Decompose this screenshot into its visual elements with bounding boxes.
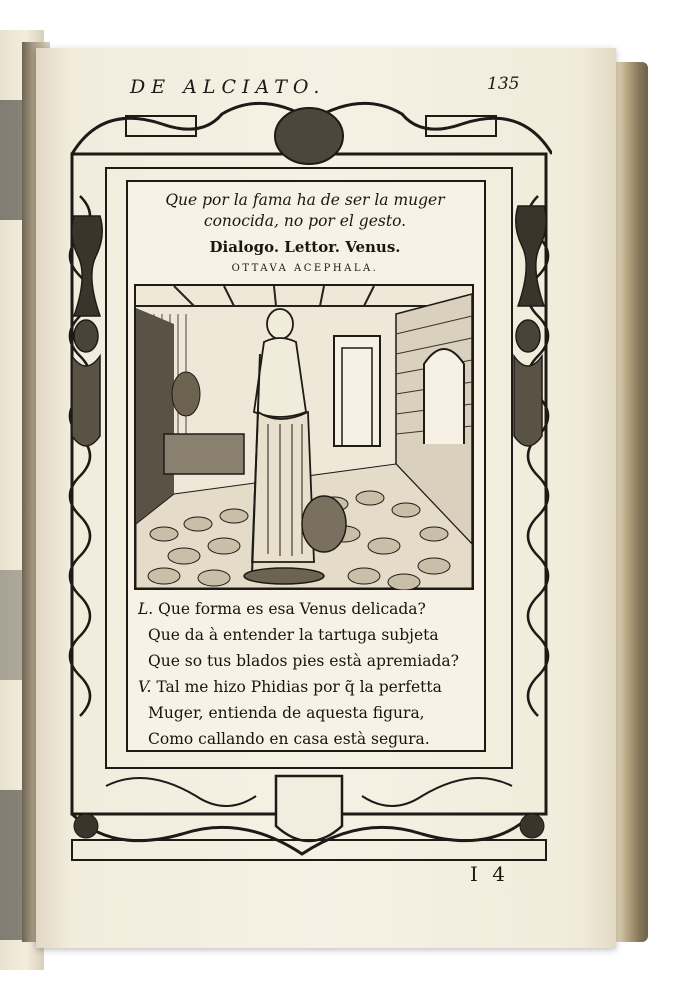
verse-text: Que da à entender la tartuga subjeta [148,626,439,644]
verse-line [138,726,478,752]
verse-text: Que so tus blados pies està apremiada? [148,652,459,670]
signature-mark: I 4 [470,862,509,886]
page-number: 135 [487,74,520,94]
woodcut-illustration [134,284,474,590]
motto-line: conocida, no por el gesto. [203,212,407,230]
verse-text: Tal me hizo Phidias por q̃ la perfetta [151,678,442,696]
meter-heading: OTTAVA ACEPHALA. [231,263,379,274]
verse-line [138,648,478,674]
running-head: DE ALCIATO. [130,76,326,98]
speaker-label: V. [138,678,152,696]
emblem-motto [140,190,470,232]
speaker-label: L. [138,600,154,618]
verse-line [138,674,478,700]
verse-text: Que forma es esa Venus delicada? [153,600,426,618]
motto-line: Que por la fama ha de ser la muger [165,191,445,209]
verse-line [138,596,478,622]
verse-line [138,622,478,648]
dialog-heading: Dialogo. Lettor. Venus. [209,238,401,256]
verse-line [138,700,478,726]
verse-text: Muger, entienda de aquesta figura, [148,704,425,722]
verse-block [138,596,478,752]
verse-text: Como callando en casa està segura. [148,730,430,748]
